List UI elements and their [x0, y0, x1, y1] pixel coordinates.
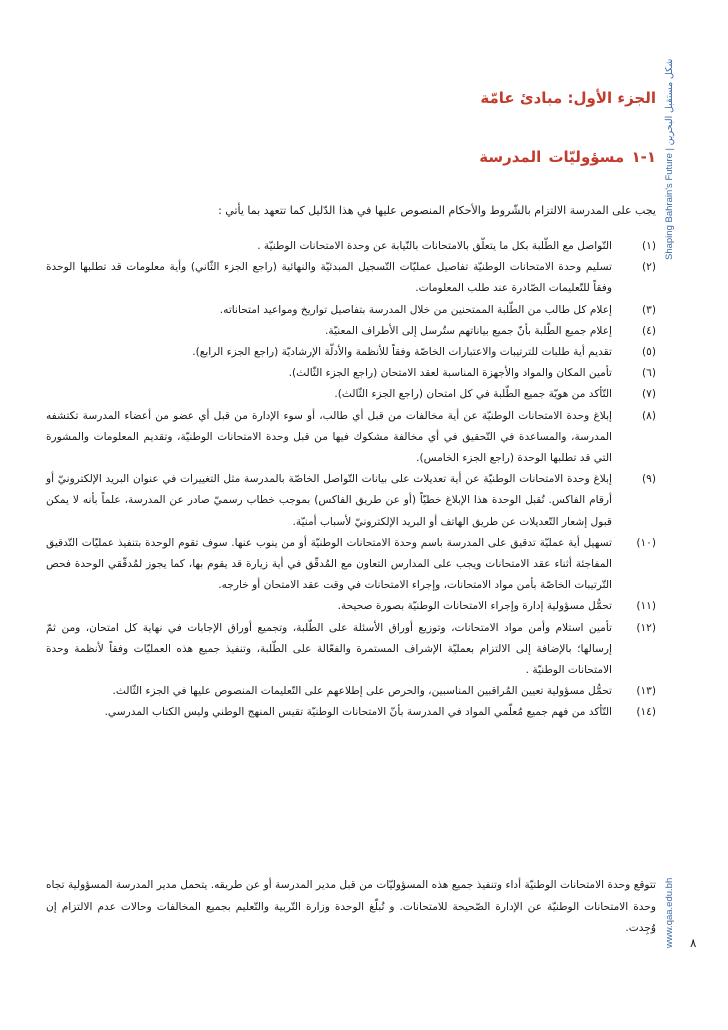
- list-item: [46, 257, 656, 299]
- item-number: (٢): [642, 261, 656, 274]
- list-item: [46, 342, 656, 363]
- item-text: تأمين المكان والمواد والأجهزة المناسبة لعقد الامتحان (راجع الجزء الثّالث).: [288, 367, 612, 380]
- list-item: [46, 533, 656, 597]
- item-text: تأمين استلام وأمن مواد الامتحانات، وتوزيع أوراق الأسئلة على الطّلبة، وتجميع أوراق الإجابات في نهاية كل امتحان، ومن ثمّ إرسالها؛ بالإضافة إلى الالتزام بعمليّة الإشراف المستمرة والفعّالة على الطّلبة، وتنفيذ جميع هذه العمليّات وفقاً لأنظمة وحدة الامتحانات الوطنيّة .: [46, 621, 612, 677]
- item-text: تحمُّل مسؤولية تعيين المُراقبين المناسبين، والحرص على إطلاعهم على التّعليمات المنصوص عليها في الجزء الثّالث.: [112, 685, 612, 698]
- list-item: [46, 363, 656, 384]
- item-text: إعلام جميع الطّلبة بأنّ جميع بياناتهم ستُرسل إلى الأطراف المعنيّة.: [325, 324, 612, 337]
- item-text: تقديم أية طلبات للترتيبات والاعتبارات الخاصّة وفقاً للأنظمة والأدلّة الإرشاديّة (راجع الجزء الرابع).: [192, 346, 612, 359]
- list-item: [46, 321, 656, 342]
- intro-paragraph: يجب على المدرسة الالتزام بالشّروط والأحكام المنصوص عليها في هذا الدّليل كما تتعهد بما يأتي :: [218, 204, 656, 217]
- item-number: (٧): [642, 388, 656, 401]
- item-number: (٩): [642, 473, 656, 486]
- sidebar-url: www.qaa.edu.bh: [664, 877, 675, 948]
- item-number: (١٢): [636, 621, 656, 634]
- item-text: تحمُّل مسؤولية إدارة وإجراء الامتحانات الوطنيّة بصورة صحيحة.: [337, 600, 612, 613]
- item-text: إبلاغ وحدة الامتحانات الوطنيّة عن أية تعديلات على بيانات التّواصل الخاصّة بالمدرسة مثل التغييرات في عنوان البريد الإلكترونيّ أو أرقام الفاكس. تُقبل الوحدة هذا الإبلاغ خطيّاً (أو عن طريق الفاكس) بموجب خطاب رسميّ صادر عن المدرسة، علماً بأنه لا يمكن قبول إشعار التّعديلات عن طريق الهاتف أو البريد الإلكترونيّ لأسباب أمنيّة.: [46, 473, 612, 528]
- list-item: [46, 469, 656, 533]
- item-text: تسليم وحدة الامتحانات الوطنيّة تفاصيل عمليّات التّسجيل المبدئيّة والنهائية (راجع الجزء الثّاني) وأية معلومات قد تطلبها الوحدة وفقاً للتّعليمات الصّادرة عند طلب المعلومات.: [46, 261, 612, 295]
- item-text: إعلام كل طالب من الطّلبة الممتحنين من خلال المدرسة بتفاصيل تواريخ ومواعيد امتحاناته.: [219, 303, 612, 316]
- item-text: تسهيل أية عمليّة تدقيق على المدرسة باسم وحدة الامتحانات الوطنيّة أو من ينوب عنها. سوف تقوم الوحدة بتنفيذ عمليّات التّدقيق المفاجئة أثناء عقد الامتحانات ويجب على المدارس التعاون مع المُدقّق في أية زيارة قد يقوم بها، كما يجوز لمُدقّقي الوحدة فحص التّرتيبات الخاصّة بأمن مواد الامتحانات، وإجراء الامتحانات في وقت عقد الامتحان أو خارجه.: [46, 536, 612, 592]
- item-number: (٦): [642, 367, 656, 380]
- section-title: ١-١ مسؤوليّات المدرسة: [479, 148, 656, 166]
- item-number: (١٤): [636, 706, 656, 719]
- list-item: [46, 384, 656, 405]
- item-number: (١٣): [636, 685, 656, 698]
- item-text: التّأكد من هويّة جميع الطّلبة في كل امتحان (راجع الجزء الثّالث).: [334, 388, 612, 401]
- list-item: [46, 681, 656, 702]
- item-text: إبلاغ وحدة الامتحانات الوطنيّة عن أية مخالفات من قبل أي طالب، أو سوء الإدارة من قبل أي عضو من أعضاء المدرسة تكتشفه المدرسة، والمساعدة في التّحقيق في أي مخالفة مشكوك فيها من قبل وحدة الامتحانات الوطنيّة، وتقديم المعلومات والمشورة التي قد تطلبها الوحدة (راجع الجزء الخامس).: [46, 409, 612, 465]
- item-text: التّأكد من فهم جميع مُعلّمي المواد في المدرسة بأنّ الامتحانات الوطنيّة تقيس المنهج الوطني وليس الكتاب المدرسي.: [104, 706, 612, 719]
- item-number: (١): [642, 240, 656, 252]
- responsibilities-list: [46, 236, 656, 724]
- item-number: (٣): [642, 303, 656, 316]
- item-number: (٤): [642, 324, 656, 337]
- list-item: [46, 618, 656, 682]
- page-number: ٨: [690, 936, 697, 950]
- part-title: الجزء الأول: مبادئ عامّة: [480, 89, 656, 107]
- item-number: (١٠): [636, 536, 656, 549]
- sidebar-tagline: Shaping Bahrain's Future | شكل مستقبل البحرين: [664, 58, 675, 260]
- item-number: (١١): [636, 600, 656, 613]
- closing-paragraph: تتوقع وحدة الامتحانات الوطنيّة أداء وتنفيذ جميع هذه المسؤوليّات من قبل مدير المدرسة أو عن طريقه. يتحمل مدير المدرسة المسؤولية تجاه وحدة الامتحانات الوطنيّة عن الإدارة الصّحيحة للامتحانات. و تُبلّغ الوحدة وزارة التّربية والتّعليم بجميع المخالفات وحالات عدم الالتزام إن وُجِدت.: [46, 879, 656, 934]
- list-item: [46, 702, 656, 723]
- list-item: [46, 406, 656, 470]
- sidebar: [664, 0, 692, 950]
- list-item: [46, 236, 656, 257]
- item-text: التّواصل مع الطّلبة بكل ما يتعلّق بالامتحانات بالنّيابة عن وحدة الامتحانات الوطنيّة .: [257, 240, 612, 252]
- list-item: [46, 300, 656, 321]
- item-number: (٨): [642, 409, 656, 422]
- item-number: (٥): [642, 346, 656, 359]
- list-item: [46, 596, 656, 617]
